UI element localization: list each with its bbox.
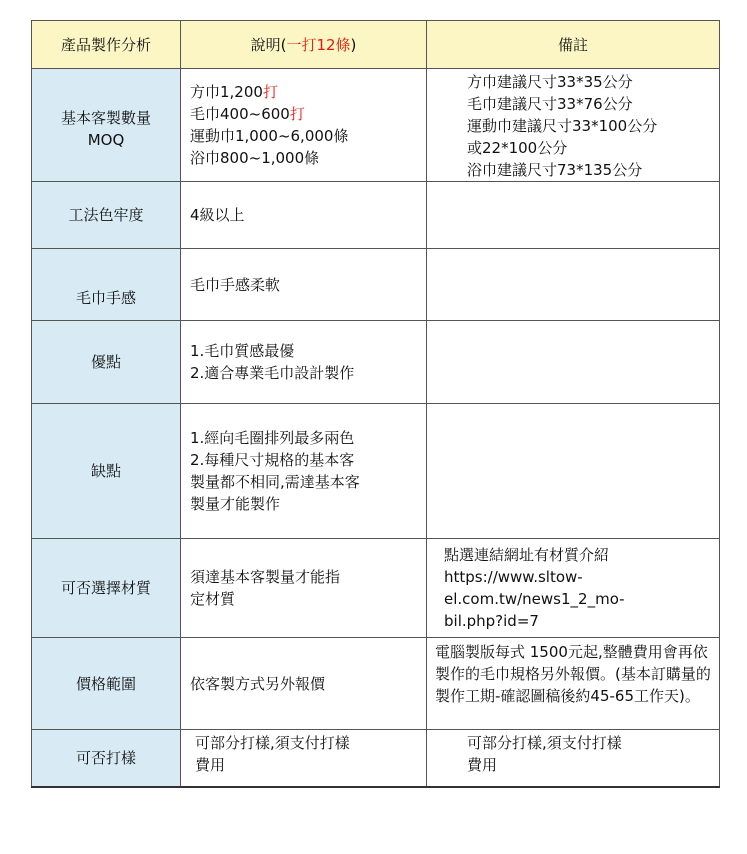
label-feel: 毛巾手感 xyxy=(32,249,181,321)
desc-moq-line: 浴巾800~1,000條 xyxy=(190,149,320,167)
note-sample xyxy=(427,730,720,787)
desc-material-line: 須達基本客製量才能指 xyxy=(190,568,341,586)
row-colorfast xyxy=(32,182,720,249)
desc-sample-line: 費用 xyxy=(195,756,226,774)
label-moq xyxy=(32,69,181,182)
material-link[interactable]: el.com.tw/news1_2_mo- xyxy=(444,590,625,608)
header-remarks-text: 備註 xyxy=(557,35,588,54)
note-material-text: 點選連結網址有材質介紹 xyxy=(444,546,610,564)
row-price xyxy=(32,638,720,730)
desc-material xyxy=(181,539,427,638)
note-colorfast xyxy=(427,182,720,249)
note-material xyxy=(427,539,720,638)
desc-material-line: 定材質 xyxy=(190,590,236,608)
header-description-text: 說明( xyxy=(250,35,287,54)
row-material xyxy=(32,539,720,638)
note-moq-line: 毛巾建議尺寸33*76公分 xyxy=(467,95,633,113)
material-link[interactable]: https://www.sltow- xyxy=(444,568,583,586)
desc-pros xyxy=(181,321,427,404)
note-moq-line: 方巾建議尺寸33*35公分 xyxy=(467,73,633,91)
label-colorfast: 工法色牢度 xyxy=(32,182,181,249)
desc-moq-line: 毛巾400~600打 xyxy=(190,105,305,123)
header-row xyxy=(32,21,720,69)
desc-cons-line: 製量都不相同,需達基本客 xyxy=(190,473,360,491)
header-description-close: ) xyxy=(350,35,357,54)
note-sample-line: 可部分打樣,須支付打樣 xyxy=(467,734,622,752)
note-moq-line: 浴巾建議尺寸73*135公分 xyxy=(467,161,643,179)
note-feel xyxy=(427,249,720,321)
desc-price: 依客製方式另外報價 xyxy=(181,638,427,730)
header-description xyxy=(181,21,427,69)
desc-cons-line: 1.經向毛圈排列最多兩色 xyxy=(190,429,355,447)
header-analysis-text: 產品製作分析 xyxy=(60,35,151,54)
desc-pros-line: 1.毛巾質感最優 xyxy=(190,342,295,360)
note-price-line: 電腦製版每式 1500元起,整體費用會再依 xyxy=(435,643,708,661)
material-link[interactable]: bil.php?id=7 xyxy=(444,612,539,630)
note-sample-line: 費用 xyxy=(467,756,498,774)
note-moq-line: 運動巾建議尺寸33*100公分 xyxy=(467,117,658,135)
row-feel xyxy=(32,249,720,321)
label-price: 價格範圍 xyxy=(32,638,181,730)
label-sample: 可否打樣 xyxy=(32,730,181,787)
note-price xyxy=(427,638,720,730)
label-pros: 優點 xyxy=(32,321,181,404)
label-moq-line1: 基本客製數量 xyxy=(60,109,151,127)
desc-cons-line: 2.每種尺寸規格的基本客 xyxy=(190,451,355,469)
header-analysis xyxy=(32,21,181,69)
label-moq-line2: MOQ xyxy=(87,131,125,149)
desc-moq-line: 運動巾1,000~6,000條 xyxy=(190,127,349,145)
desc-moq xyxy=(181,69,427,182)
desc-feel: 毛巾手感柔軟 xyxy=(181,249,427,321)
note-cons xyxy=(427,404,720,539)
desc-moq-line: 方巾1,200打 xyxy=(190,83,278,101)
row-sample xyxy=(32,730,720,787)
desc-cons-line: 製量才能製作 xyxy=(190,495,281,513)
label-cons: 缺點 xyxy=(32,404,181,539)
desc-cons xyxy=(181,404,427,539)
label-material: 可否選擇材質 xyxy=(32,539,181,638)
note-moq xyxy=(427,69,720,182)
note-moq-line: 或22*100公分 xyxy=(467,139,568,157)
note-pros xyxy=(427,321,720,404)
note-price-line: 製作的毛巾規格另外報價。(基本訂購量的 xyxy=(435,665,711,683)
desc-pros-line: 2.適合專業毛巾設計製作 xyxy=(190,364,355,382)
desc-colorfast: 4級以上 xyxy=(181,182,427,249)
product-analysis-table xyxy=(31,20,720,788)
desc-sample xyxy=(181,730,427,787)
row-cons xyxy=(32,404,720,539)
row-pros xyxy=(32,321,720,404)
row-moq xyxy=(32,69,720,182)
desc-sample-line: 可部分打樣,須支付打樣 xyxy=(195,734,350,752)
note-price-line: 製作工期-確認圖稿後約45-65工作天)。 xyxy=(435,687,700,705)
header-remarks xyxy=(427,21,720,69)
header-dozen-note: 一打12條 xyxy=(286,35,351,54)
